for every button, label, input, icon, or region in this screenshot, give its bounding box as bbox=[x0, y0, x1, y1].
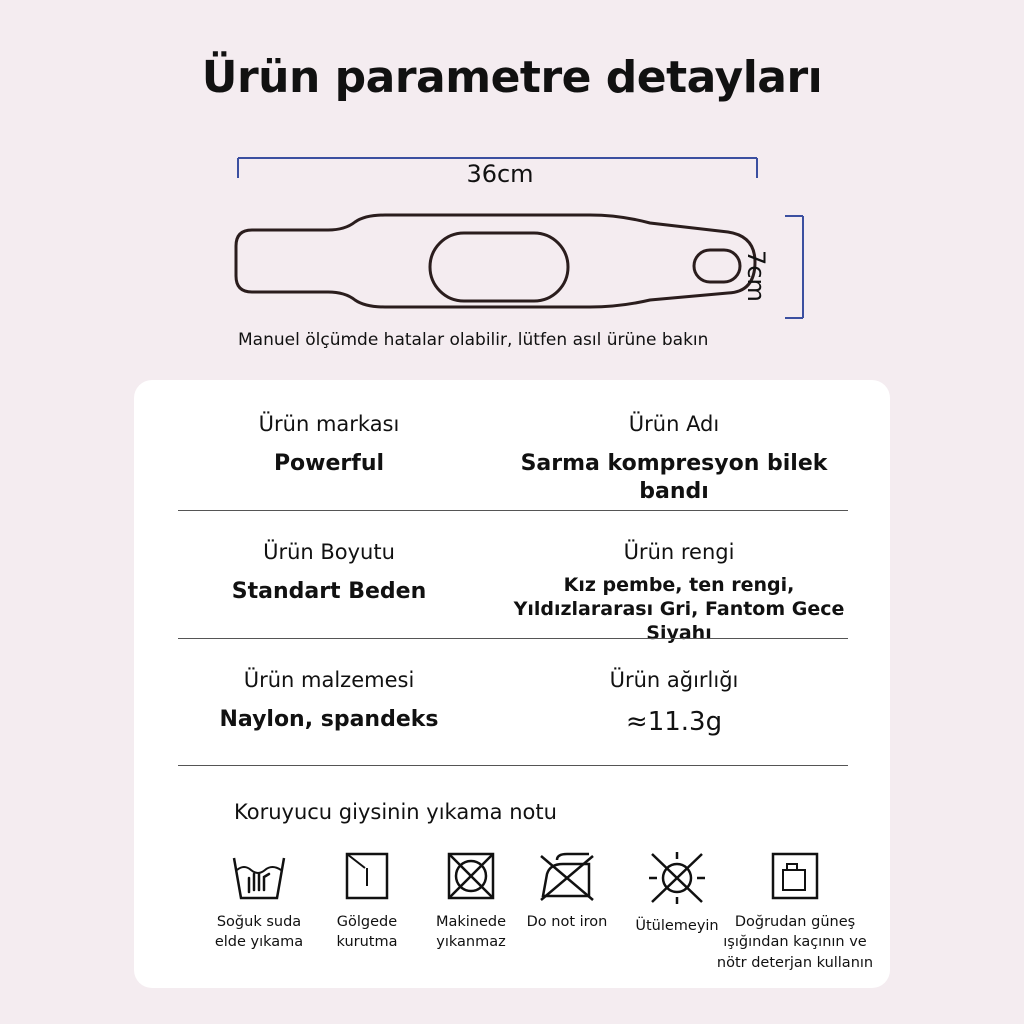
spec-value-line: Yıldızlararası Gri, Fantom Gece Siyahı bbox=[513, 597, 845, 644]
wash-item-label bbox=[312, 912, 422, 953]
no-machine-wash-icon bbox=[443, 850, 499, 902]
spec-value: ≈11.3g bbox=[625, 707, 723, 737]
measurement-note: Manuel ölçümde hatalar olabilir, lütfen asıl ürüne bakın bbox=[238, 330, 709, 350]
wash-item-label bbox=[710, 912, 880, 973]
spec-value: Sarma kompresyon bilek bandı bbox=[520, 451, 828, 504]
wash-label-line: nötr deterjan kullanın bbox=[716, 954, 874, 971]
spec-label: Ürün markası bbox=[258, 412, 400, 436]
spec-label: Ürün rengi bbox=[623, 540, 735, 564]
neutral-detergent-icon bbox=[769, 850, 821, 902]
wash-item-neutral-detergent bbox=[710, 850, 880, 973]
wash-item-do-not-iron bbox=[512, 850, 622, 932]
width-label: 7cm bbox=[742, 250, 770, 302]
spec-card bbox=[134, 380, 890, 988]
divider bbox=[178, 510, 848, 511]
spec-value: Naylon, spandeks bbox=[219, 707, 439, 732]
spec-value: Standart Beden bbox=[231, 579, 427, 604]
spec-brand bbox=[174, 412, 484, 478]
divider bbox=[178, 765, 848, 766]
wash-item-shade-dry bbox=[312, 850, 422, 953]
spec-value-line: Kız pembe, ten rengi, bbox=[563, 574, 795, 596]
spec-label: Ürün Adı bbox=[628, 412, 720, 436]
wash-item-hand-wash bbox=[204, 850, 314, 953]
spec-label: Ürün malzemesi bbox=[243, 668, 415, 692]
spec-size bbox=[174, 540, 484, 606]
wash-label-line: ışığından kaçının ve bbox=[723, 934, 867, 951]
divider bbox=[178, 638, 848, 639]
wash-label-line: Gölgede bbox=[336, 914, 398, 930]
wash-label-line: Ütülemeyin bbox=[635, 918, 719, 934]
wash-item-label bbox=[512, 912, 622, 932]
spec-material bbox=[174, 668, 484, 734]
wash-label-line: yıkanmaz bbox=[436, 934, 506, 951]
wash-label-line: elde yıkama bbox=[214, 934, 304, 951]
product-dimension-diagram bbox=[0, 0, 1024, 380]
page-title: Ürün parametre detayları bbox=[201, 52, 823, 103]
width-dimension-line bbox=[785, 216, 803, 318]
wristband-buckle-slot bbox=[694, 250, 740, 282]
wash-label-line: kurutma bbox=[336, 934, 398, 951]
wash-label-line: Makinede bbox=[435, 914, 507, 930]
wash-item-no-machine-wash bbox=[416, 850, 526, 953]
no-sun-icon bbox=[646, 850, 708, 906]
wristband-outline bbox=[236, 215, 755, 307]
shade-dry-icon bbox=[341, 850, 393, 902]
wash-item-label bbox=[204, 912, 314, 953]
wash-label-line: Soğuk suda bbox=[216, 914, 302, 930]
spec-value bbox=[494, 574, 864, 645]
spec-label: Ürün ağırlığı bbox=[609, 668, 739, 692]
length-label: 36cm bbox=[466, 160, 534, 188]
spec-color bbox=[494, 540, 864, 645]
wash-item-label bbox=[416, 912, 526, 953]
wash-label-line: Do not iron bbox=[526, 914, 608, 930]
spec-label: Ürün Boyutu bbox=[263, 540, 395, 564]
hand-wash-icon bbox=[231, 850, 287, 902]
washing-title: Koruyucu giysinin yıkama notu bbox=[234, 800, 557, 824]
spec-weight bbox=[494, 668, 854, 739]
spec-name bbox=[494, 412, 854, 505]
wristband-center-pad bbox=[430, 233, 568, 301]
do-not-iron-icon bbox=[537, 850, 597, 902]
wash-label-line: Doğrudan güneş bbox=[734, 914, 856, 930]
spec-value: Powerful bbox=[273, 451, 385, 476]
